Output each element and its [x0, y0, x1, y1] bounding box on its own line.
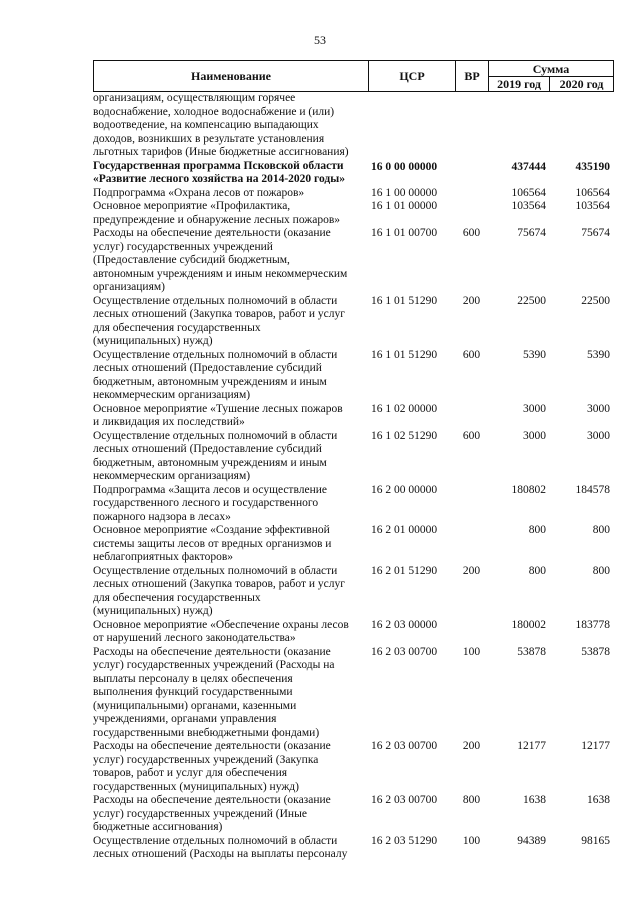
table-row — [93, 835, 614, 862]
row-value-2019: 106564 — [511, 186, 546, 199]
row-name-line: лесных отношений (Закупка товаров, работ и услуг — [93, 578, 345, 590]
row-name — [93, 524, 363, 565]
row-name-line: государственного лесного и государственного — [93, 497, 319, 509]
row-value-2020: 106564 — [575, 186, 610, 199]
row-vr: 100 — [462, 645, 481, 658]
row-name-line: «Развитие лесного хозяйства на 2014-2020 годы» — [93, 173, 345, 185]
row-csr: 16 2 01 51290 — [371, 564, 438, 577]
row-csr: 16 1 01 00000 — [371, 200, 438, 212]
row-name — [93, 295, 363, 349]
header-csr-cell — [369, 61, 456, 91]
row-value-2019: 180002 — [511, 618, 546, 631]
table-row — [93, 349, 614, 403]
header-2019-label: 2019 год — [489, 77, 550, 91]
row-name-line: бюджетным, автономным учреждениям и иным — [93, 456, 327, 469]
row-name-line: выплаты персоналу в целях обеспечения — [93, 672, 293, 685]
row-csr: 16 2 01 00000 — [371, 524, 438, 536]
table-row — [93, 524, 614, 565]
row-value-2020: 103564 — [575, 200, 610, 212]
table-row — [93, 295, 614, 349]
row-name-line: неблагоприятных факторов» — [93, 551, 234, 563]
row-name-line: бюджетным, автономным учреждениям и иным — [93, 375, 327, 388]
row-csr: 16 1 01 00700 — [371, 227, 438, 239]
row-name-line: Осуществление отдельных полномочий в области — [93, 564, 338, 577]
row-value-2019: 1638 — [523, 794, 546, 806]
row-name-line: услуг) государственных учреждений (Расходы на — [93, 659, 335, 671]
row-name — [93, 794, 363, 835]
header-name-label: Наименование — [191, 69, 271, 83]
table-row — [93, 403, 614, 430]
row-name-line: (муниципальными) органами, казенными — [93, 699, 297, 712]
row-name-line: Осуществление отдельных полномочий в области — [93, 429, 338, 442]
row-value-2020: 53878 — [581, 645, 610, 658]
table-row — [93, 740, 614, 794]
row-csr: 16 1 01 51290 — [371, 348, 438, 361]
row-vr: 100 — [462, 834, 481, 847]
row-csr: 16 2 03 00700 — [371, 794, 438, 806]
row-name-line: (Предоставление субсидий бюджетным, — [93, 254, 290, 266]
row-value-2019: 437444 — [511, 160, 546, 173]
row-value-2020: 800 — [592, 564, 610, 577]
row-name-line: предупреждение и обнаружение лесных пожаров» — [93, 213, 341, 226]
row-name-line: Основное мероприятие «Профилактика, — [93, 200, 291, 212]
row-name — [93, 619, 363, 646]
row-name-line: Государственная программа Псковской области — [93, 159, 344, 172]
table-row — [93, 92, 614, 160]
table-row — [93, 646, 614, 741]
table-row — [93, 200, 614, 227]
row-name-line: водоснабжение, холодное водоснабжение и (или) — [93, 105, 335, 118]
row-name-line: (муниципальных) нужд) — [93, 605, 213, 617]
row-value-2019: 75674 — [517, 227, 546, 239]
row-name-line: Осуществление отдельных полномочий в области — [93, 348, 338, 361]
row-value-2020: 183778 — [575, 618, 610, 631]
row-value-2019: 800 — [528, 524, 546, 536]
row-name-line: от нарушений лесного законодательства» — [93, 632, 296, 644]
row-value-2020: 1638 — [587, 794, 610, 806]
row-value-2020: 75674 — [581, 227, 610, 239]
row-csr: 16 2 03 00000 — [371, 618, 438, 631]
header-name-cell — [94, 61, 369, 91]
row-value-2020: 3000 — [587, 402, 610, 415]
row-csr: 16 1 00 00000 — [371, 186, 438, 199]
row-value-2020: 800 — [592, 524, 610, 536]
header-2020-label: 2020 год — [559, 77, 604, 91]
row-name-line: бюджетные ассигнования) — [93, 821, 223, 833]
row-name-line: лесных отношений (Расходы на выплаты персоналу — [93, 848, 348, 860]
row-vr: 200 — [462, 740, 481, 752]
row-name-line: лесных отношений (Предоставление субсидий — [93, 362, 322, 374]
row-name-line: организациям, осуществляющим горячее — [93, 92, 296, 104]
row-name-line: Осуществление отдельных полномочий в области — [93, 834, 338, 847]
row-name-line: водоотведение, на компенсацию выпадающих — [93, 119, 319, 131]
header-vr-cell — [456, 61, 489, 91]
table-header — [93, 60, 614, 92]
row-name-line: государственными внебюджетными фондами) — [93, 726, 320, 739]
row-value-2020: 5390 — [587, 348, 610, 361]
row-value-2019: 180802 — [511, 483, 546, 496]
header-sum-cell — [489, 61, 613, 91]
row-name-line: для обеспечения государственных — [93, 591, 261, 604]
row-name — [93, 187, 363, 201]
row-value-2019: 53878 — [517, 645, 546, 658]
row-name — [93, 565, 363, 619]
row-value-2020: 435190 — [575, 160, 610, 173]
row-name-line: пожарного надзора в лесах» — [93, 510, 231, 523]
row-name-line: доходов, возникших в результате установления — [93, 132, 325, 145]
row-name-line: товаров, работ и услуг для обеспечения — [93, 767, 288, 779]
row-value-2020: 98165 — [581, 834, 610, 847]
table-row — [93, 160, 614, 187]
row-name-line: выполнения функций государственными — [93, 686, 293, 698]
row-vr: 600 — [462, 348, 481, 361]
row-vr: 200 — [462, 294, 481, 307]
header-csr-label: ЦСР — [399, 69, 425, 83]
row-name-line: Расходы на обеспечение деятельности (оказание — [93, 740, 331, 752]
table-row — [93, 794, 614, 835]
header-sum-label: Сумма — [532, 62, 570, 76]
row-value-2019: 94389 — [517, 834, 546, 847]
row-value-2019: 3000 — [523, 402, 546, 415]
row-name-line: (муниципальных) нужд) — [93, 335, 213, 347]
row-name-line: государственных (муниципальных) нужд) — [93, 780, 299, 793]
row-name-line: организациям) — [93, 281, 165, 293]
row-name — [93, 200, 363, 227]
row-value-2020: 184578 — [575, 483, 610, 496]
row-name-line: услуг) государственных учреждений (Иные — [93, 807, 307, 820]
row-name-line: Расходы на обеспечение деятельности (оказание — [93, 645, 331, 658]
row-name-line: льготных тарифов (Иные бюджетные ассигнования) — [93, 146, 349, 158]
row-name-line: Подпрограмма «Охрана лесов от пожаров» — [93, 186, 305, 199]
table-row — [93, 565, 614, 619]
row-vr: 600 — [462, 429, 481, 442]
row-name-line: и ликвидация их последствий» — [93, 416, 245, 428]
table-row — [93, 619, 614, 646]
row-name-line: Основное мероприятие «Обеспечение охраны лесов — [93, 618, 349, 631]
page-number: 53 — [314, 33, 326, 47]
row-value-2020: 3000 — [587, 429, 610, 442]
row-csr: 16 2 03 00700 — [371, 645, 438, 658]
row-name — [93, 835, 363, 862]
row-name-line: Основное мероприятие «Создание эффективной — [93, 524, 330, 536]
table-row — [93, 484, 614, 525]
row-name — [93, 160, 363, 187]
budget-table-body — [93, 92, 614, 862]
row-name — [93, 646, 363, 741]
row-value-2020: 22500 — [581, 294, 610, 307]
header-vr-label: ВР — [464, 69, 480, 83]
row-csr: 16 0 00 00000 — [371, 160, 438, 173]
row-value-2019: 3000 — [523, 429, 546, 442]
table-row — [93, 430, 614, 484]
row-value-2019: 103564 — [511, 200, 546, 212]
row-vr: 200 — [462, 564, 481, 577]
row-vr: 600 — [462, 227, 481, 239]
row-name-line: Расходы на обеспечение деятельности (оказание — [93, 227, 331, 239]
row-name-line: Основное мероприятие «Тушение лесных пожаров — [93, 402, 343, 415]
row-csr: 16 2 03 00700 — [371, 740, 438, 752]
row-name — [93, 484, 363, 525]
row-name-line: системы защиты лесов от вредных организмов и — [93, 537, 332, 550]
row-csr: 16 1 02 51290 — [371, 429, 438, 442]
row-name — [93, 740, 363, 794]
row-name-line: лесных отношений (Закупка товаров, работ и услуг — [93, 308, 345, 320]
row-name-line: лесных отношений (Предоставление субсидий — [93, 443, 322, 455]
row-name-line: некоммерческим организациям) — [93, 470, 251, 482]
row-name-line: для обеспечения государственных — [93, 321, 261, 334]
row-name — [93, 227, 363, 295]
row-name-line: Расходы на обеспечение деятельности (оказание — [93, 794, 331, 806]
row-name-line: автономным учреждениям и иным некоммерческим — [93, 267, 348, 280]
row-name — [93, 430, 363, 484]
row-name-line: некоммерческим организациям) — [93, 389, 251, 401]
table-row — [93, 227, 614, 295]
row-value-2020: 12177 — [581, 740, 610, 752]
table-row — [93, 187, 614, 201]
row-value-2019: 5390 — [523, 348, 546, 361]
row-name-line: Осуществление отдельных полномочий в области — [93, 294, 338, 307]
row-csr: 16 1 02 00000 — [371, 402, 438, 415]
row-value-2019: 12177 — [517, 740, 546, 752]
row-csr: 16 2 00 00000 — [371, 483, 438, 496]
row-name — [93, 403, 363, 430]
row-vr: 800 — [462, 794, 481, 806]
row-name-line: учреждениями, органами управления — [93, 713, 277, 725]
row-name-line: услуг) государственных учреждений — [93, 240, 273, 253]
row-name — [93, 92, 363, 160]
row-csr: 16 1 01 51290 — [371, 294, 438, 307]
row-name-line: услуг) государственных учреждений (Закупка — [93, 753, 319, 766]
row-name — [93, 349, 363, 403]
row-csr: 16 2 03 51290 — [371, 834, 438, 847]
row-value-2019: 22500 — [517, 294, 546, 307]
row-name-line: Подпрограмма «Защита лесов и осуществление — [93, 483, 327, 496]
row-value-2019: 800 — [528, 564, 546, 577]
